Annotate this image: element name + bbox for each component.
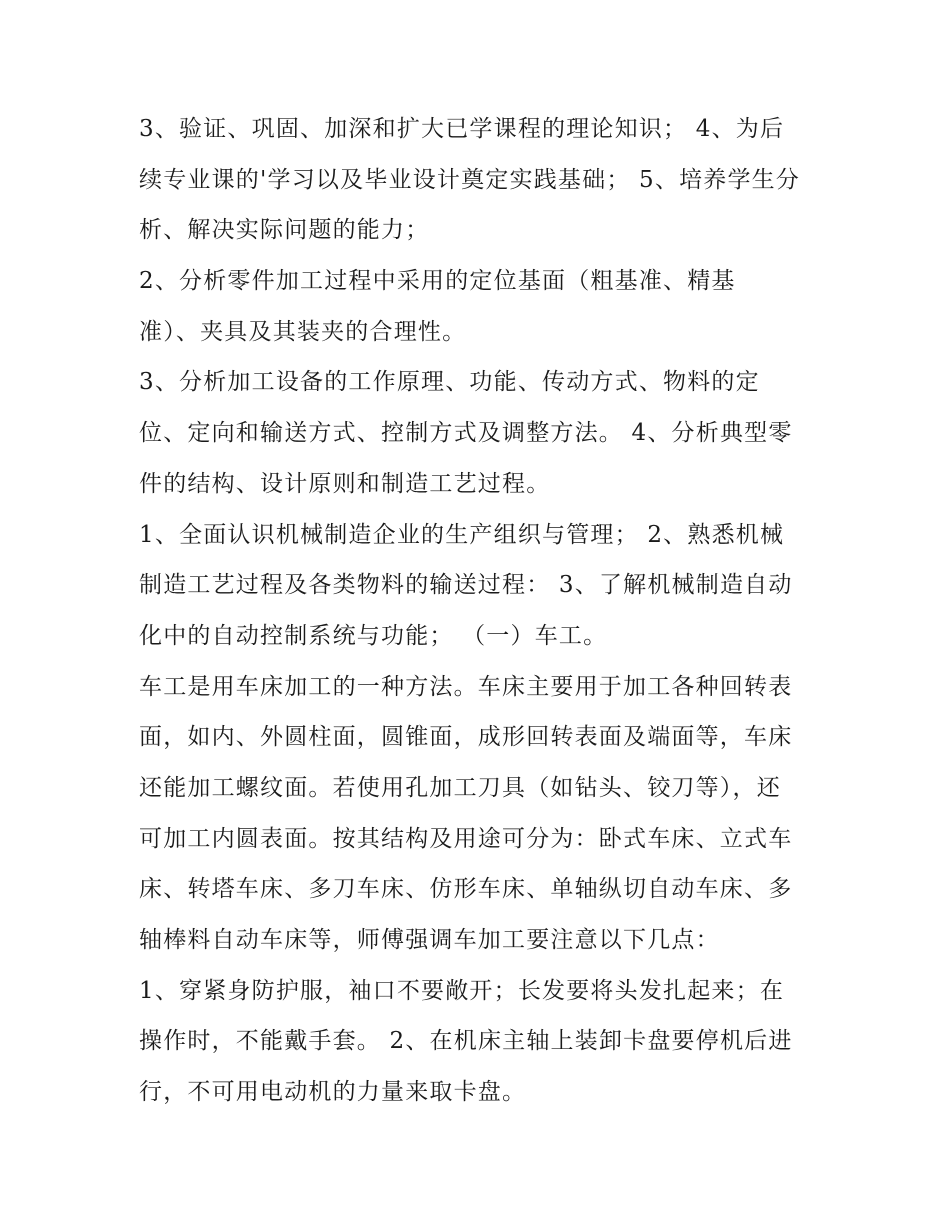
text-line: 化中的自动控制系统与功能； （一）车工。 xyxy=(139,622,608,649)
text-line: 2、分析零件加工过程中采用的定位基面（粗基准、精基 xyxy=(139,268,736,295)
text-line: 行，不可用电动机的力量来取卡盘。 xyxy=(139,1079,527,1106)
text-line: 3、分析加工设备的工作原理、功能、传动方式、物料的定 xyxy=(139,369,760,396)
text-line: 位、定向和输送方式、控制方式及调整方法。 4、分析典型零 xyxy=(139,420,793,447)
text-line: 可加工内圆表面。按其结构及用途可分为：卧式车床、立式车 xyxy=(139,825,793,852)
text-line: 车工是用车床加工的一种方法。车床主要用于加工各种回转表 xyxy=(139,673,793,700)
text-line: 3、验证、巩固、加深和扩大已学课程的理论知识； 4、为后 xyxy=(139,116,785,142)
text-line: 续专业课的'学习以及毕业设计奠定实践基础； 5、培养学生分 xyxy=(139,166,801,193)
text-line: 1、穿紧身防护服，袖口不要敞开；长发要将头发扎起来；在 xyxy=(139,977,785,1004)
text-line: 件的结构、设计原则和制造工艺过程。 xyxy=(139,470,551,497)
text-line: 析、解决实际问题的能力； xyxy=(139,217,430,244)
text-line: 操作时，不能戴手套。 2、在机床主轴上装卸卡盘要停机后进 xyxy=(139,1028,793,1055)
text-line: 轴棒料自动车床等，师傅强调车加工要注意以下几点： xyxy=(139,927,720,953)
text-line: 还能加工螺纹面。若使用孔加工刀具（如钻头、铰刀等），还 xyxy=(139,774,781,801)
text-line: 床、转塔车床、多刀车床、仿形车床、单轴纵切自动车床、多 xyxy=(139,876,793,903)
text-line: 面，如内、外圆柱面，圆锥面，成形回转表面及端面等，车床 xyxy=(139,724,793,751)
text-line: 1、全面认识机械制造企业的生产组织与管理； 2、熟悉机械 xyxy=(139,521,785,548)
document-body xyxy=(139,104,819,1118)
text-line: 准）、夹具及其装夹的合理性。 xyxy=(139,318,467,345)
text-line: 制造工艺过程及各类物料的输送过程： 3、了解机械制造自动 xyxy=(139,572,793,599)
